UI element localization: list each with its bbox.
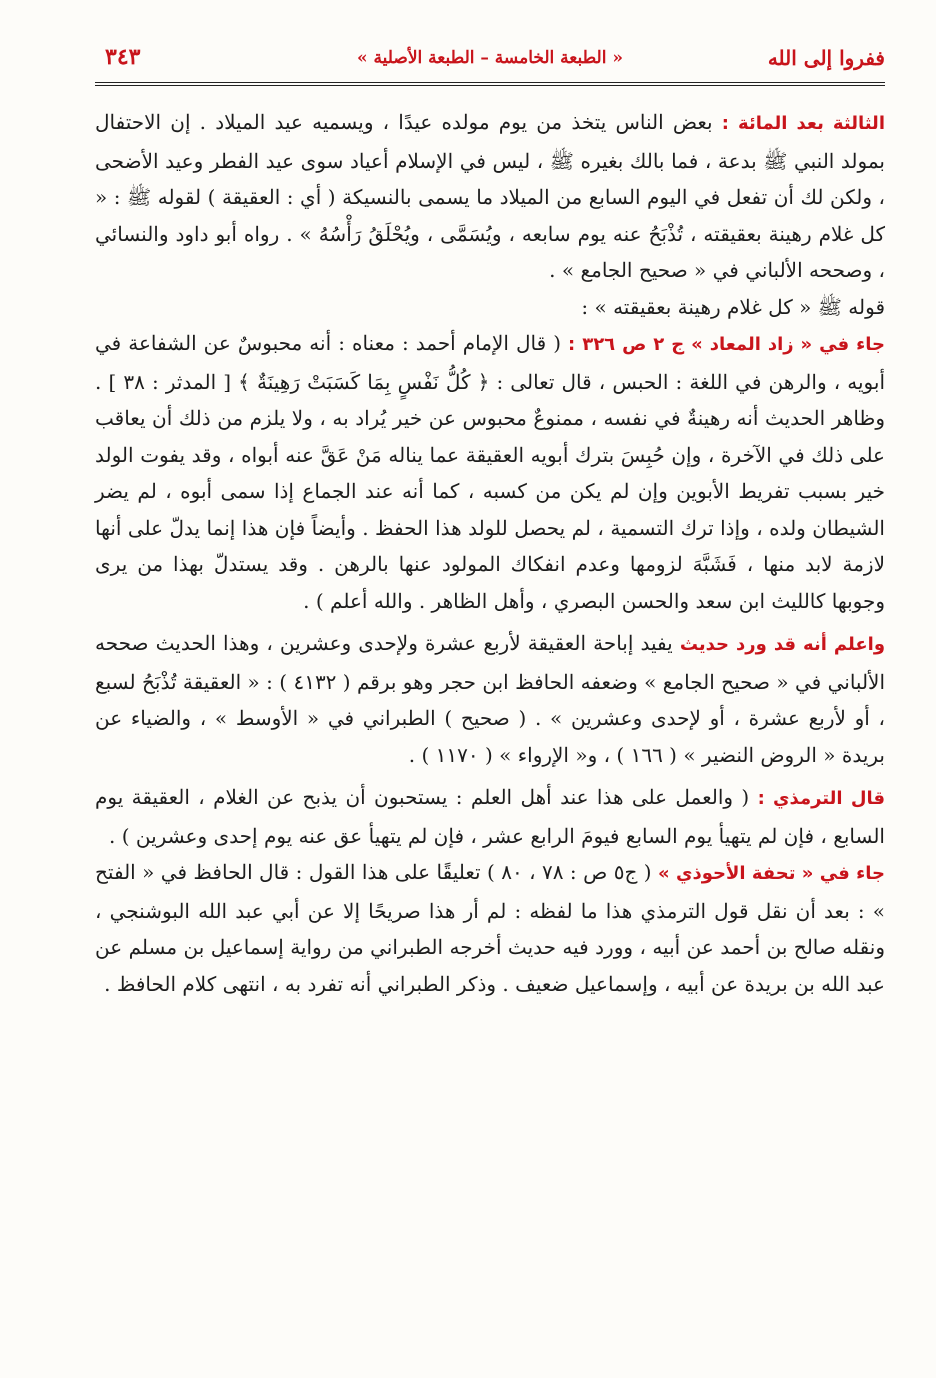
- paragraph-lead: واعلم أنه قد ورد حديث: [679, 634, 886, 655]
- book-page: [95, 40, 885, 1350]
- paragraph-lead: الثالثة بعد المائة :: [721, 113, 885, 134]
- book-title: ففروا إلى الله: [767, 46, 885, 70]
- paragraph-zad-almaad: [95, 325, 885, 619]
- paragraph-text: ( قال الإمام أحمد : معناه : أنه محبوسٌ عن الشفاعة في أبويه ، والرهن في اللغة : الحبس ، قال تعالى : ﴿ كُلُّ نَفْسٍ بِمَا كَسَبَتْ رَهِينَةٌ ﴾ [ المدثر : ٣٨ ] . وظاهر الحديث أنه رهينةٌ في نفسه ، ممنوعٌ محبوس عن خير يُراد به ، ولا يلزم من ذلك أن يعاقب على ذلك في الآخرة ، وإن حُبِسَ بترك أبويه العقيقة عما يناله مَنْ عَقَّ عنه أبواه ، وقد يفوت الولد خير بسبب تفريط الأبوين وإن لم يكن من كسبه ، كما أنه عند الجماع إذا سمى أبوه ، لم يضر الشيطان ولده ، وإذا ترك التسمية ، لم يحصل للولد هذا الحفظ . وأيضاً فإن هذا إنما يدلّ على أنها لازمة لابد منها ، فَشَبَّهَ لزومها وعدم انفكاك المولود عنها بالرهن . وقد يستدلّ بهذا من يرى وجوبها كالليث ابن سعد والحسن البصري ، وأهل الظاهر . والله أعلم ) .: [95, 331, 886, 613]
- paragraph-lead: جاء في « زاد المعاد » ج ٢ ص ٣٢٦ :: [568, 334, 886, 355]
- paragraph-text: يفيد إباحة العقيقة لأربع عشرة ولإحدى وعشرين ، وهذا الحديث صححه الألباني في « صحيح الجامع » وضعفه الحافظ ابن حجر وهو برقم ( ٤١٣٢ ) : « العقيقة تُذْبَحُ لسبع ، أو لأربع عشرة ، أو لإحدى وعشرين » . ( صحيح ) الطبراني في « الأوسط » ، والضياء عن بريدة « الروض النضير » ( ١٦٦ ) ، و« الإرواء » ( ١١٧٠ ) .: [95, 631, 886, 767]
- paragraph-lead: قال الترمذي :: [757, 788, 885, 809]
- paragraph-birthday: [95, 104, 885, 289]
- paragraph-tirmidhi: [95, 779, 885, 854]
- paragraph-hadith-quote: [95, 289, 885, 326]
- page-body: [95, 86, 885, 1002]
- page-number: ٣٤٣: [105, 44, 141, 70]
- paragraph-text: بعض الناس يتخذ من يوم مولده عيدًا ، ويسميه عيد الميلاد . إن الاحتفال بمولد النبي ﷺ بدعة ، فما بالك بغيره ﷺ ، ليس في الإسلام أعياد سوى عيد الفطر وعيد الأضحى ، ولكن لك أن تفعل في اليوم السابع من الميلاد ما يسمى بالنسيكة ( أي : العقيقة ) لقوله ﷺ : « كل غلام رهينة بعقيقته ، تُذْبَحُ عنه يوم سابعه ، ويُسَمَّى ، ويُحْلَقُ رَأْسُهُ » . رواه أبو داود والنسائي ، وصححه الألباني في « صحيح الجامع » .: [95, 110, 886, 282]
- paragraph-hadith-note: [95, 625, 885, 773]
- page-header: [95, 40, 885, 86]
- paragraph-tuhfat: [95, 854, 885, 1002]
- paragraph-text: ( والعمل على هذا عند أهل العلم : يستحبون أن يذبح عن الغلام ، العقيقة يوم السابع ، فإن لم يتهيأ يوم السابع فيومَ الرابع عشر ، فإن لم يتهيأ عق عنه يوم إحدى وعشرين ) .: [95, 785, 885, 848]
- paragraph-lead: جاء في « تحفة الأحوذي »: [658, 863, 886, 884]
- paragraph-text: قوله ﷺ « كل غلام رهينة بعقيقته » :: [581, 294, 885, 319]
- edition-label: « الطبعة الخامسة – الطبعة الأصلية »: [356, 48, 623, 68]
- paragraph-text: ( ج٥ ص : ٧٨ ، ٨٠ ) تعليقًا على هذا القول : قال الحافظ في « الفتح » : بعد أن نقل قول الترمذي هذا ما لفظه : لم أر هذا صريحًا إلا عن أبي عبد الله البوشنجي ، ونقله صالح بن أحمد عن أبيه ، وورد فيه حديث أخرجه الطبراني من رواية إسماعيل بن مسلم عن عبد الله بن بريدة عن أبيه ، وإسماعيل ضعيف . وذكر الطبراني أنه تفرد به ، انتهى كلام الحافظ .: [95, 860, 885, 996]
